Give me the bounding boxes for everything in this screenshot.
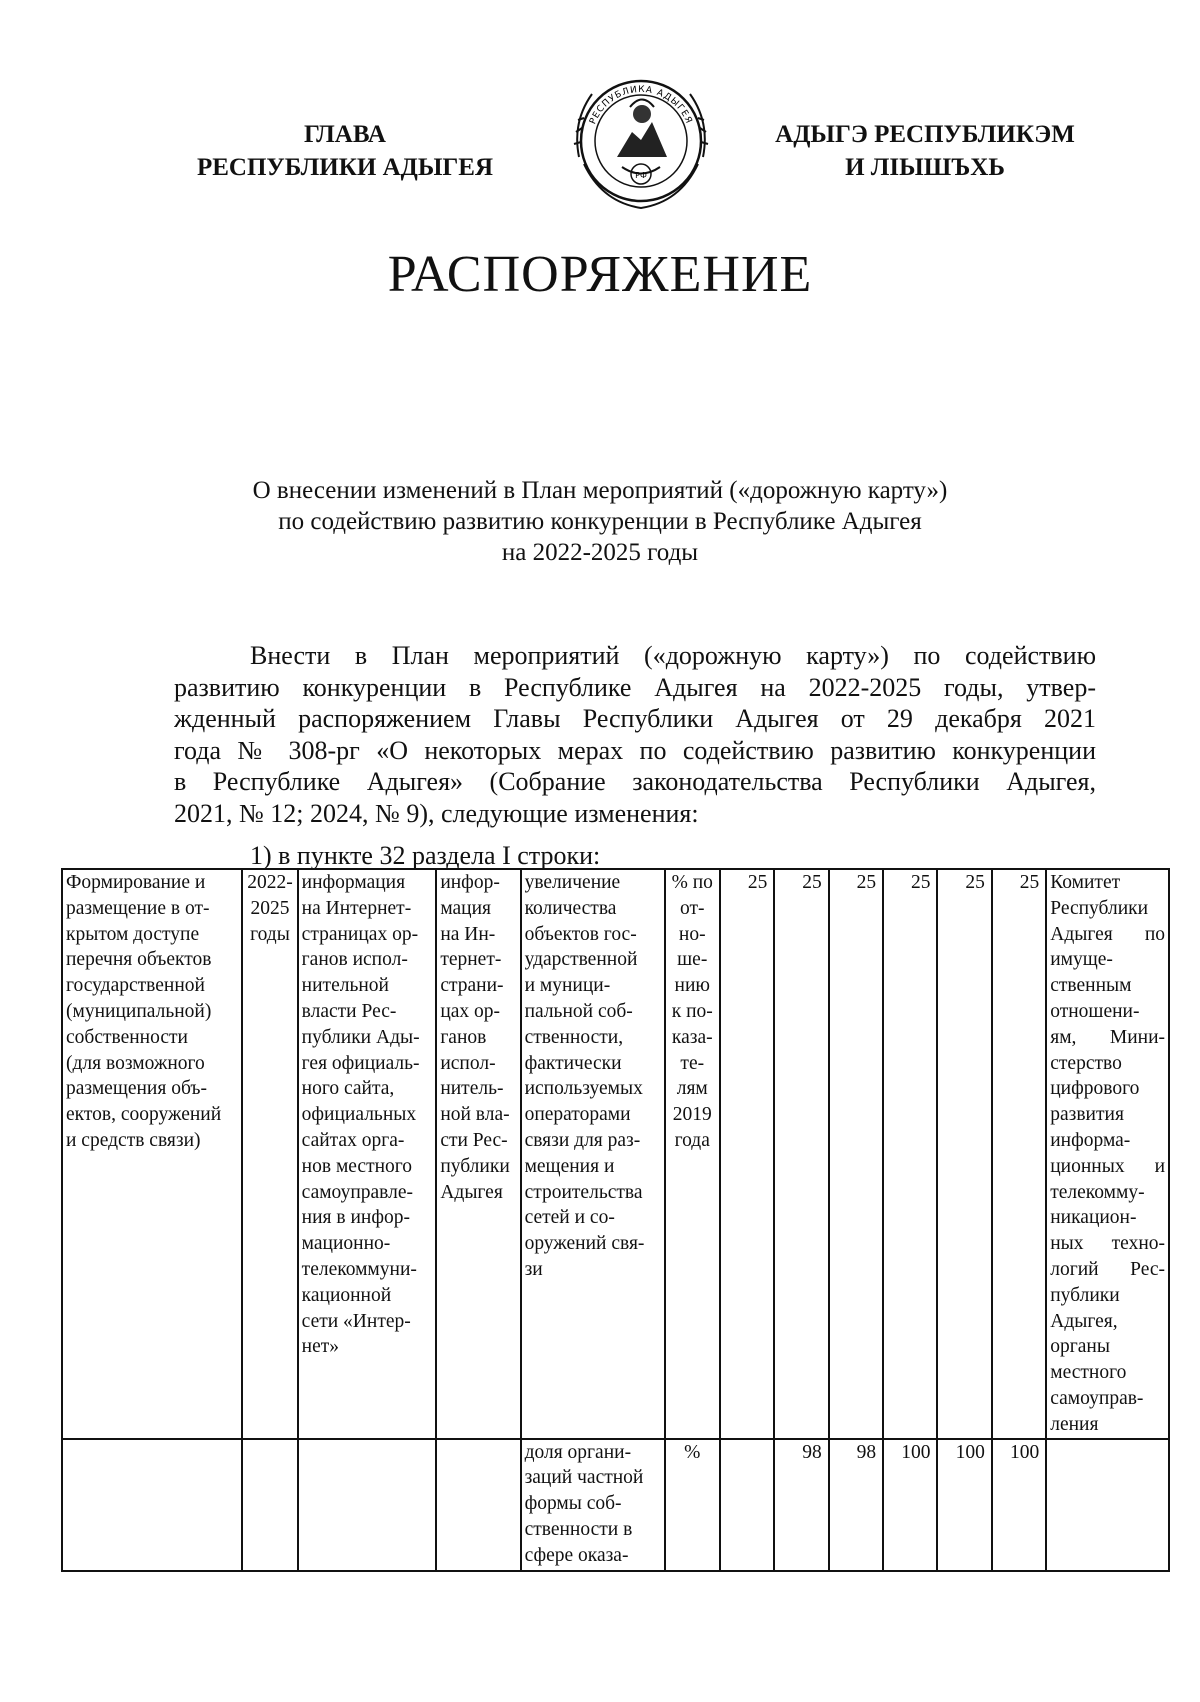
result-cell: информация на Интернет- страницах ор- ганов испол- нительной власти Рес- публики Ады- гея официаль- ного сайта, официальных сайтах орга- нов местного самоуправле- ния в инфор- мационно- телекоммуни- кационной сети «Интер- нет» <box>298 869 437 1439</box>
subject-line: по содействию развитию конкуренции в Республике Адыгея <box>278 508 922 535</box>
value-cell: 25 <box>829 869 883 1439</box>
indicator-cell: доля органи- заций частной формы соб- ственности в сфере оказа- <box>521 1439 665 1571</box>
header-right-line2: И ЛІЫШЪХЬ <box>845 154 1005 181</box>
measure-cell <box>62 1439 242 1571</box>
measure-cell: Формирование и размещение в от- крытом доступе перечня объектов государственной (муниципальной) собственности (для возможного размещения объ- ектов, сооружений и средств связи) <box>62 869 242 1439</box>
subject-line: на 2022-2025 годы <box>501 539 699 566</box>
body-line: 2021, № 12; 2024, № 9), следующие изменения: <box>174 798 699 828</box>
header-right <box>735 118 1115 184</box>
table-row <box>62 869 1169 1439</box>
header-left-line1: ГЛАВА <box>304 121 386 148</box>
value-cell: 25 <box>992 869 1046 1439</box>
value-cell: 98 <box>829 1439 883 1571</box>
unit-cell: % по от- но- ше- нию к по- каза- те- лям 2019 года <box>665 869 720 1439</box>
period-cell: 2022- 2025 годы <box>242 869 297 1439</box>
emblem-top-text: РЕСПУБЛИКА АДЫГЕЯ <box>588 84 694 126</box>
value-cell: 100 <box>992 1439 1046 1571</box>
body-line: жденный распоряжением Главы Республики Адыгея от 29 декабря 2021 <box>174 704 1096 733</box>
value-cell: 25 <box>883 869 937 1439</box>
body-line: Внести в План мероприятий («дорожную карту») по содействию <box>250 641 1096 670</box>
value-cell: 25 <box>720 869 774 1439</box>
plan-table <box>61 868 1170 1572</box>
document-title: РАСПОРЯЖЕНИЕ <box>387 246 813 303</box>
value-cell: 100 <box>937 1439 991 1571</box>
body-line: развитию конкуренции в Республике Адыгея на 2022-2025 годы, утвер- <box>174 672 1096 702</box>
subject-line: О внесении изменений в План мероприятий («дорожную карту») <box>252 477 948 504</box>
executor-cell: Комитет Республики Адыгея по имуще- ственным отношени- ям, Мини- стерство цифрового развития информа- ционных и телекомму- никацион- ных техно- логий Рес- публики Адыгея, органы местного самоуправ- ления <box>1046 869 1169 1439</box>
body-line: года № 308-рг «О некоторых мерах по содействию развитию конкуренции <box>174 735 1096 765</box>
document-subject <box>150 475 1050 568</box>
body-line: в Республике Адыгея» (Собрание законодательства Республики Адыгея, <box>174 767 1096 796</box>
indicator-cell: увеличение количества объектов гос- ударственной и муници- пальной соб- ственности, фактически используемых операторами связи для раз- мещения и строительства сетей и со- оружений свя- зи <box>521 869 665 1439</box>
value-cell: 25 <box>937 869 991 1439</box>
list-item-1: 1) в пункте 32 раздела I строки: <box>250 841 601 870</box>
value-cell: 100 <box>883 1439 937 1571</box>
unit-cell: % <box>665 1439 720 1571</box>
source-cell: инфор- мация на Ин- тернет- страни- цах ор- ганов испол- нитель- ной вла- сти Рес- публики Адыгея <box>436 869 520 1439</box>
header-left-line2: РЕСПУБЛИКИ АДЫГЕЯ <box>196 154 494 181</box>
period-cell <box>242 1439 297 1571</box>
source-cell <box>436 1439 520 1571</box>
table-row <box>62 1439 1169 1571</box>
value-cell: 25 <box>774 869 828 1439</box>
value-cell <box>720 1439 774 1571</box>
value-cell: 98 <box>774 1439 828 1571</box>
header-right-line1: АДЫГЭ РЕСПУБЛИКЭМ <box>775 121 1075 148</box>
header-left <box>165 118 525 184</box>
emblem-bottom-text: РФ <box>635 171 647 180</box>
document-body <box>174 640 1096 829</box>
republic-emblem-icon <box>562 62 720 220</box>
executor-cell <box>1046 1439 1169 1571</box>
result-cell <box>298 1439 437 1571</box>
